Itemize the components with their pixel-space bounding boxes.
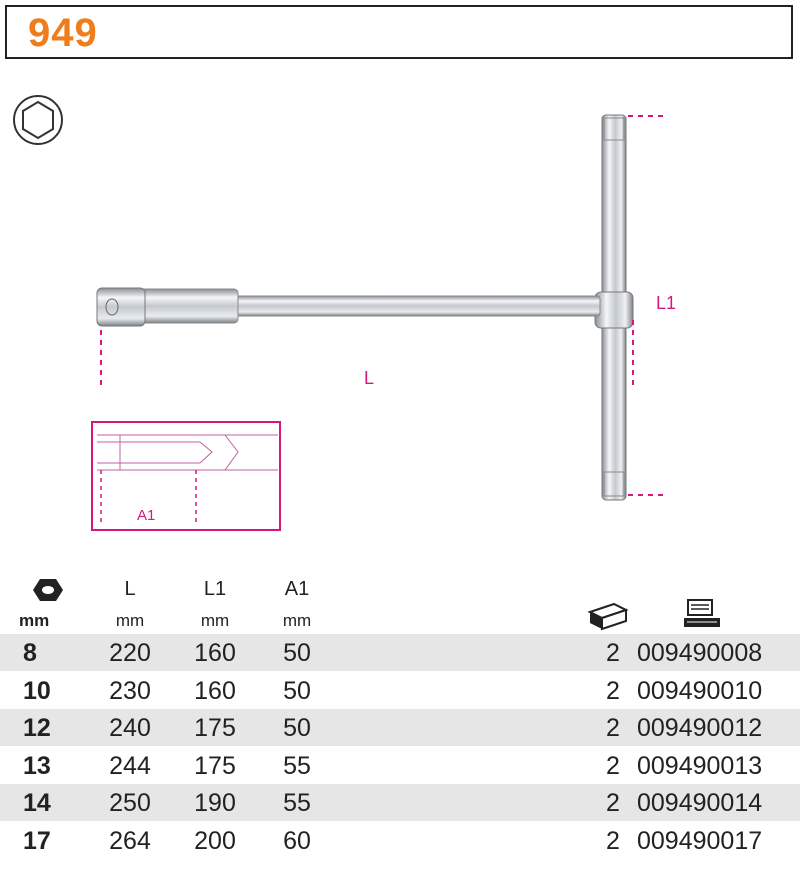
- cell-a1: 60: [283, 826, 311, 855]
- cell-size: 17: [23, 826, 51, 855]
- L1-unit: mm: [200, 611, 230, 630]
- cell-a1: 50: [283, 639, 311, 667]
- cell-qty: 2: [606, 639, 620, 667]
- A1-unit: mm: [282, 611, 312, 630]
- cell-code: 009490012: [637, 714, 763, 742]
- table-row: [0, 822, 800, 859]
- cell-code: 009490010: [637, 676, 763, 705]
- cell-size: 12: [23, 714, 51, 742]
- cell-code: 009490017: [637, 826, 763, 855]
- cell-qty: 2: [606, 714, 620, 742]
- cell-qty: 2: [606, 751, 620, 780]
- table-row: [0, 747, 800, 784]
- table-row: [0, 634, 800, 671]
- cell-code: 009490008: [637, 639, 763, 667]
- product-number: 949: [28, 11, 98, 55]
- cell-l1: 160: [194, 639, 236, 667]
- cell-a1: 55: [283, 751, 311, 780]
- cell-l1: 175: [194, 751, 236, 780]
- cell-qty: 2: [606, 789, 620, 817]
- computer-terminal-icon: [681, 598, 723, 630]
- cell-a1: 55: [283, 789, 311, 817]
- t-handle-wrench-drawing: [0, 60, 800, 540]
- size-unit: mm: [19, 611, 50, 630]
- dimension-label-L1: L1: [656, 293, 677, 313]
- cell-l: 250: [109, 789, 151, 817]
- column-header-A1: A1: [284, 578, 310, 600]
- table-row: [0, 709, 800, 746]
- dimension-label-L: L: [364, 368, 375, 388]
- cell-code: 009490013: [637, 751, 763, 780]
- cell-l: 244: [109, 751, 151, 780]
- column-header-L: L: [124, 578, 136, 600]
- cell-qty: 2: [606, 676, 620, 705]
- table-row: [0, 784, 800, 821]
- column-header-L1: L1: [203, 578, 227, 600]
- L-unit: mm: [115, 611, 145, 630]
- cell-l: 220: [109, 639, 151, 667]
- t-handle-bar: [595, 115, 633, 500]
- cell-l1: 160: [194, 676, 236, 705]
- cell-size: 13: [23, 751, 51, 780]
- cell-a1: 50: [283, 714, 311, 742]
- header-box: [5, 5, 793, 59]
- packaging-box-icon: [584, 600, 630, 632]
- cell-l: 264: [109, 826, 151, 855]
- table-row: [0, 672, 800, 709]
- dimension-label-A1: A1: [137, 507, 156, 524]
- wrench-shaft: [97, 288, 600, 326]
- cell-code: 009490014: [637, 789, 763, 817]
- cell-l1: 190: [194, 789, 236, 817]
- cell-l1: 175: [194, 714, 236, 742]
- cell-l: 230: [109, 676, 151, 705]
- hexagon-socket-icon: [14, 96, 62, 144]
- cell-qty: 2: [606, 826, 620, 855]
- cell-a1: 50: [283, 676, 311, 705]
- cell-size: 14: [23, 789, 51, 817]
- cell-l1: 200: [194, 826, 236, 855]
- cell-size: 10: [23, 676, 51, 705]
- hex-nut-icon: [31, 577, 65, 603]
- cell-size: 8: [23, 639, 37, 667]
- socket-detail-inset: [92, 422, 280, 530]
- cell-l: 240: [109, 714, 151, 742]
